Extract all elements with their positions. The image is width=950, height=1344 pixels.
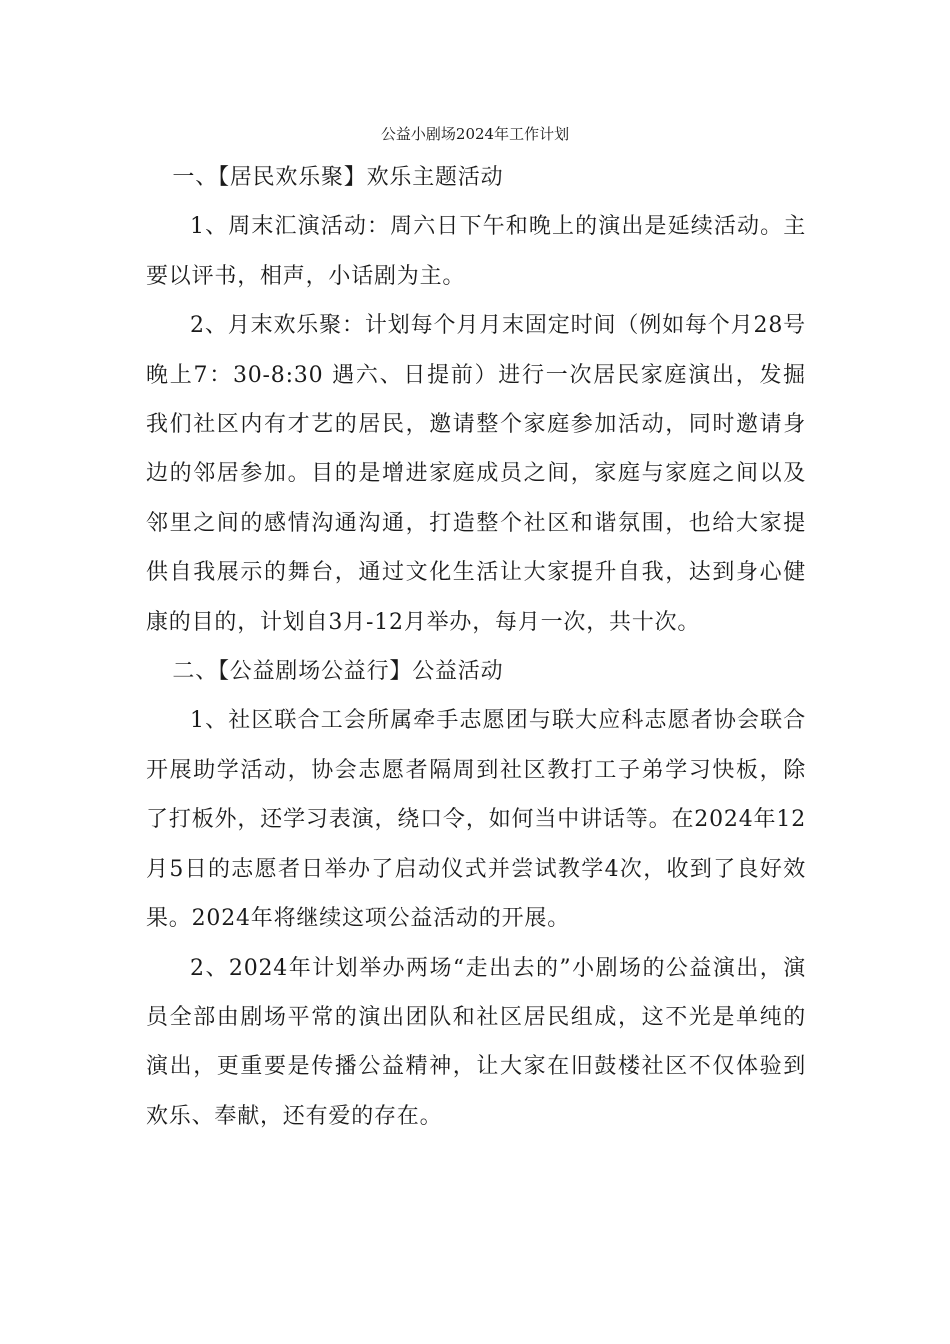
section-2-item-1: 1、社区联合工会所属牵手志愿团与联大应科志愿者协会联合开展助学活动，协会志愿者隔周到社区教打工子弟学习快板，除了打板外，还学习表演，绕口令，如何当中讲话等。在2024年12月5日的志愿者日举办了启动仪式并尝试教学4次，收到了良好效果。2024年将继续这项公益活动的开展。 (146, 708, 806, 932)
section-1-heading: 一、【居民欢乐聚】欢乐主题活动 (172, 165, 504, 190)
section-2-item-2: 2、2024年计划举办两场“走出去的”小剧场的公益演出，演员全部由剧场平常的演出团队和社区居民组成，这不光是单纯的演出，更重要是传播公益精神，让大家在旧鼓楼社区不仅体验到欢乐、奉献，还有爱的存在。 (146, 955, 806, 1129)
section-1-item-1: 1、周末汇演活动：周六日下午和晚上的演出是延续活动。主要以评书，相声，小话剧为主。 (146, 214, 806, 289)
document-title: 公益小剧场2024年工作计划 (380, 125, 570, 143)
document-body (146, 153, 806, 1141)
section-1-item-2: 2、月末欢乐聚：计划每个月月末固定时间（例如每个月28号晚上7：30-8:30 遇六、日提前）进行一次居民家庭演出，发掘我们社区内有才艺的居民，邀请整个家庭参加活动，同时邀请身边的邻居参加。目的是增进家庭成员之间，家庭与家庭之间以及邻里之间的感情沟通沟通，打造整个社区和谐氛围，也给大家提供自我展示的舞台，通过文化生活让大家提升自我，达到身心健康的目的，计划自3月-12月举办，每月一次，共十次。 (146, 313, 806, 635)
section-2-heading: 二、【公益剧场公益行】公益活动 (172, 659, 504, 685)
